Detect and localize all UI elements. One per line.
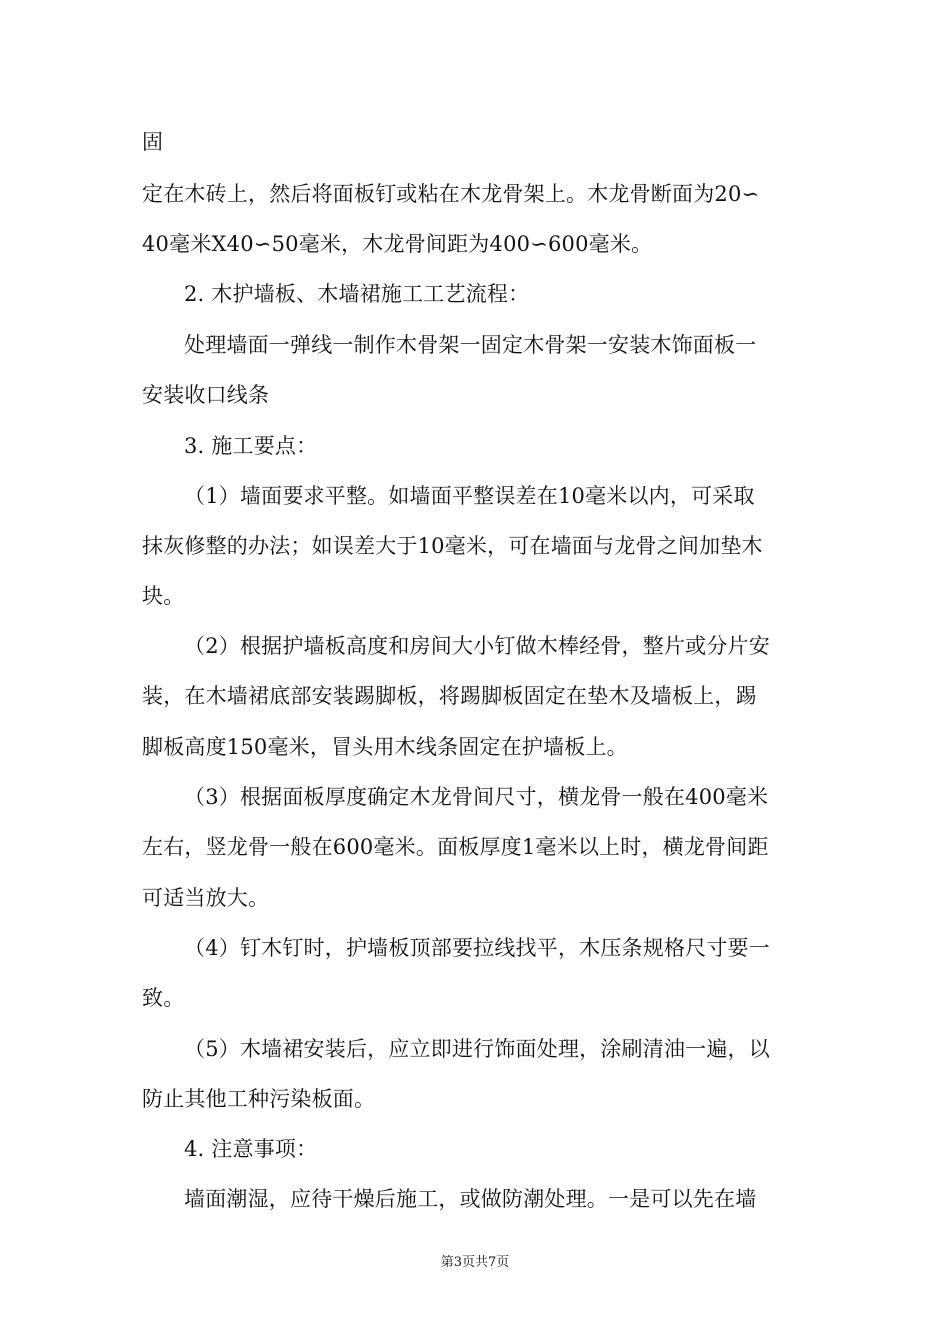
- text-line: 固: [142, 130, 164, 154]
- text-line: （1）墙面要求平整。如墙面平整误差在10毫米以内，可采取: [184, 484, 755, 508]
- text-line: （3）根据面板厚度确定木龙骨间尺寸，横龙骨一般在400毫米: [184, 785, 769, 809]
- text-line: 装，在木墙裙底部安装踢脚板，将踢脚板固定在垫木及墙板上，踢: [142, 684, 757, 708]
- text-line: 可适当放大。: [142, 886, 270, 910]
- text-line: 块。: [142, 584, 185, 608]
- text-line: 定在木砖上，然后将面板钉或粘在木龙骨架上。木龙骨断面为20∽: [142, 182, 760, 206]
- text-line: （4）钉木钉时，护墙板顶部要拉线找平，木压条规格尺寸要一: [184, 936, 770, 960]
- section-heading: 4. 注意事项：: [184, 1137, 318, 1161]
- section-heading: 3. 施工要点：: [184, 434, 318, 458]
- text-line: 左右，竖龙骨一般在600毫米。面板厚度1毫米以上时，横龙骨间距: [142, 835, 769, 859]
- text-line: （5）木墙裙安装后，应立即进行饰面处理，涂刷清油一遍，以: [184, 1037, 770, 1061]
- page-number-footer: 第3页共7页: [440, 1255, 510, 1270]
- text-line: 安装收口线条: [142, 383, 270, 407]
- text-line: 脚板高度150毫米，冒头用木线条固定在护墙板上。: [142, 735, 628, 759]
- text-line: 墙面潮湿，应待干燥后施工，或做防潮处理。一是可以先在墙: [184, 1187, 757, 1211]
- text-line: 40毫米X40∽50毫米，木龙骨间距为400∽600毫米。: [142, 232, 653, 256]
- text-line: 处理墙面一弹线一制作木骨架一固定木骨架一安装木饰面板一: [184, 333, 757, 357]
- text-line: （2）根据护墙板高度和房间大小钉做木棒经骨，整片或分片安: [184, 634, 770, 658]
- text-line: 致。: [142, 986, 185, 1010]
- text-line: 抹灰修整的办法；如误差大于10毫米，可在墙面与龙骨之间加垫木: [142, 534, 763, 558]
- text-line: 防止其他工种污染板面。: [142, 1087, 376, 1111]
- section-heading: 2. 木护墙板、木墙裙施工工艺流程：: [184, 282, 530, 306]
